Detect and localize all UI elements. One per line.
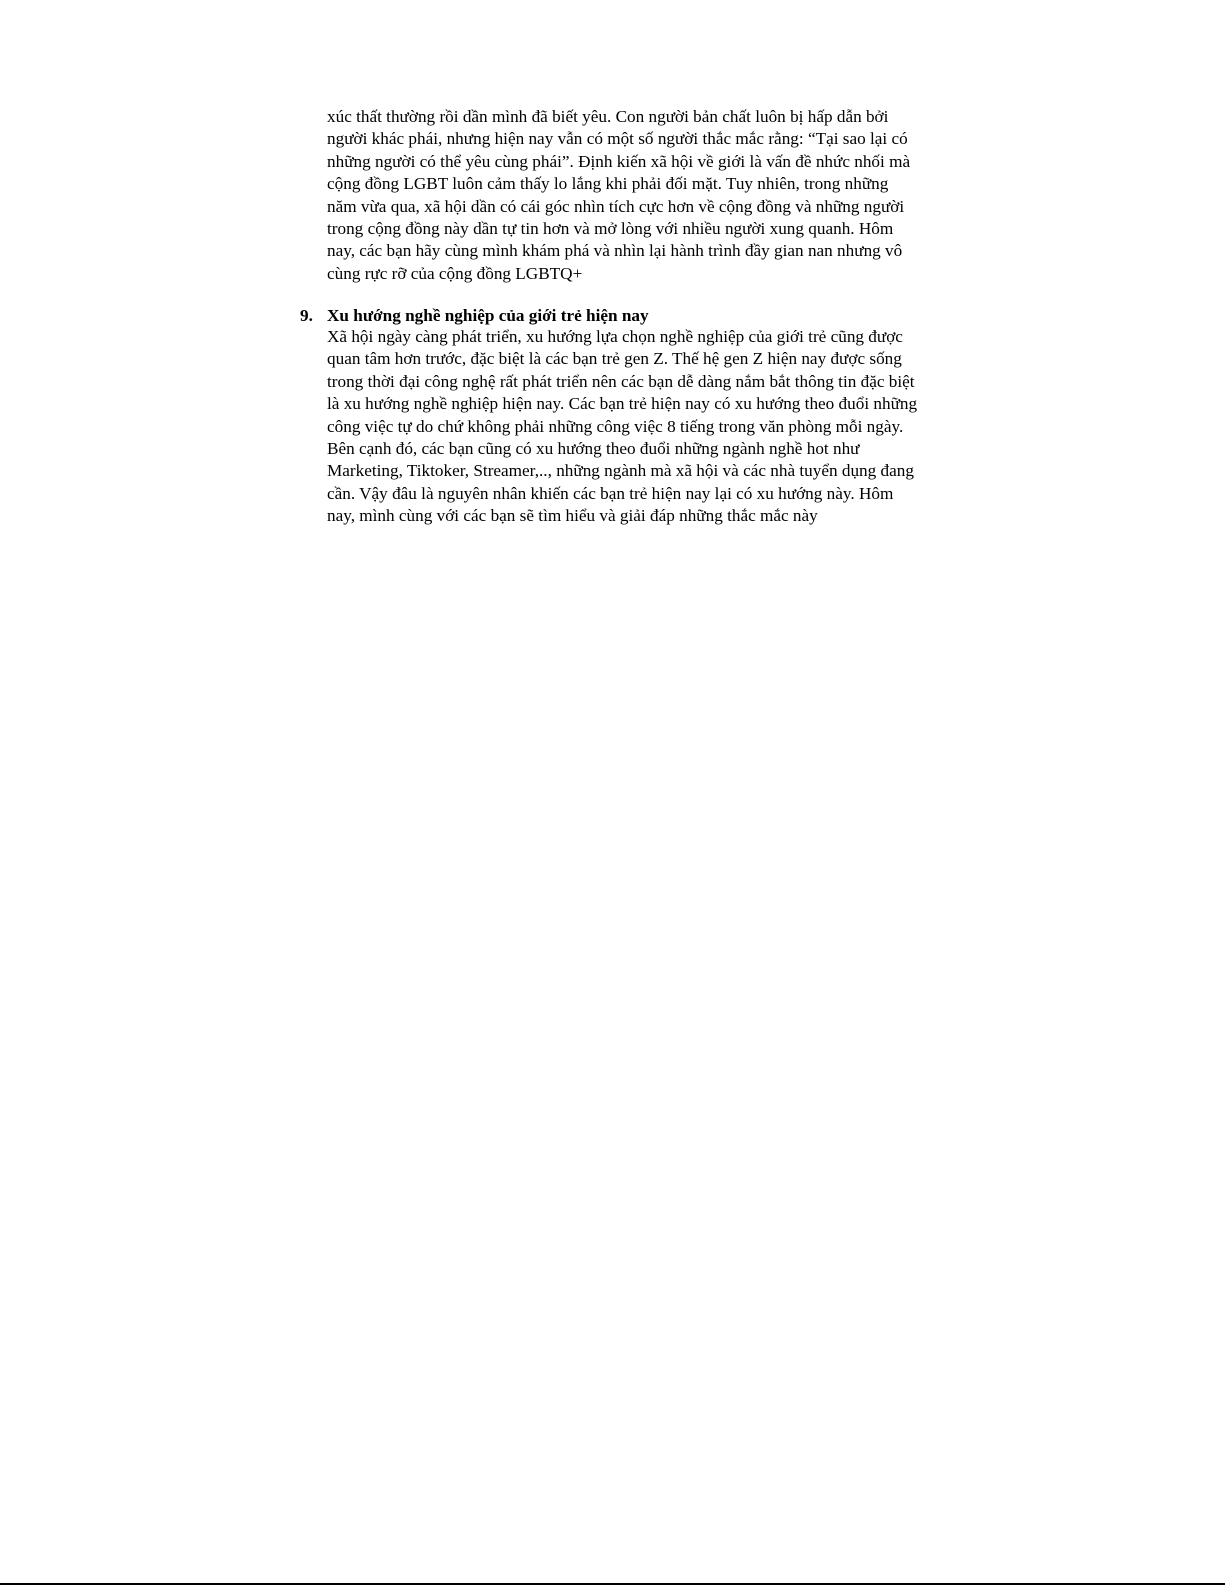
intro-line: cùng rực rỡ của cộng đồng LGBTQ+ <box>327 263 583 283</box>
intro-paragraph <box>327 106 952 285</box>
section-line: quan tâm hơn trước, đặc biệt là các bạn trẻ gen Z. Thế hệ gen Z hiện nay được sống <box>327 349 902 369</box>
section-line: Bên cạnh đó, các bạn cũng có xu hướng theo đuổi những ngành nghề hot như <box>327 439 860 459</box>
section-line: cần. Vậy đâu là nguyên nhân khiến các bạn trẻ hiện nay lại có xu hướng này. Hôm <box>327 483 894 503</box>
section-line: nay, mình cùng với các bạn sẽ tìm hiểu và giải đáp những thắc mắc này <box>327 506 818 526</box>
section-heading: Xu hướng nghề nghiệp của giới trẻ hiện nay <box>327 306 649 325</box>
section-9-paragraph <box>327 326 952 528</box>
intro-line: trong cộng đồng này dần tự tin hơn và mở lòng với nhiều người xung quanh. Hôm <box>327 219 894 239</box>
intro-line: năm vừa qua, xã hội dần có cái góc nhìn tích cực hơn về cộng đồng và những người <box>327 196 905 216</box>
section-line: là xu hướng nghề nghiệp hiện nay. Các bạn trẻ hiện nay có xu hướng theo đuổi những <box>327 394 918 414</box>
intro-line: cộng đồng LGBT luôn cảm thấy lo lắng khi phải đối mặt. Tuy nhiên, trong những <box>327 174 889 194</box>
intro-line: xúc thất thường rồi dần mình đã biết yêu. Con người bản chất luôn bị hấp dẫn bởi <box>327 107 889 126</box>
section-line: Xã hội ngày càng phát triển, xu hướng lựa chọn nghề nghiệp của giới trẻ cũng được <box>327 327 903 346</box>
intro-line: nay, các bạn hãy cùng mình khám phá và nhìn lại hành trình đầy gian nan nhưng vô <box>327 241 903 261</box>
section-line: Marketing, Tiktoker, Streamer,.., những ngành mà xã hội và các nhà tuyển dụng đang <box>327 461 914 481</box>
section-line: công việc tự do chứ không phải những công việc 8 tiếng trong văn phòng mỗi ngày. <box>327 416 904 436</box>
section-number: 9. <box>300 306 313 325</box>
intro-line: những người có thể yêu cùng phái”. Định kiến xã hội về giới là vấn đề nhức nhối mà <box>327 151 911 171</box>
section-line: trong thời đại công nghệ rất phát triển nên các bạn dễ dàng nắm bắt thông tin đặc biệt <box>327 371 915 391</box>
intro-line: người khác phái, nhưng hiện nay vẫn có một số người thắc mắc rằng: “Tại sao lại có <box>327 129 908 149</box>
